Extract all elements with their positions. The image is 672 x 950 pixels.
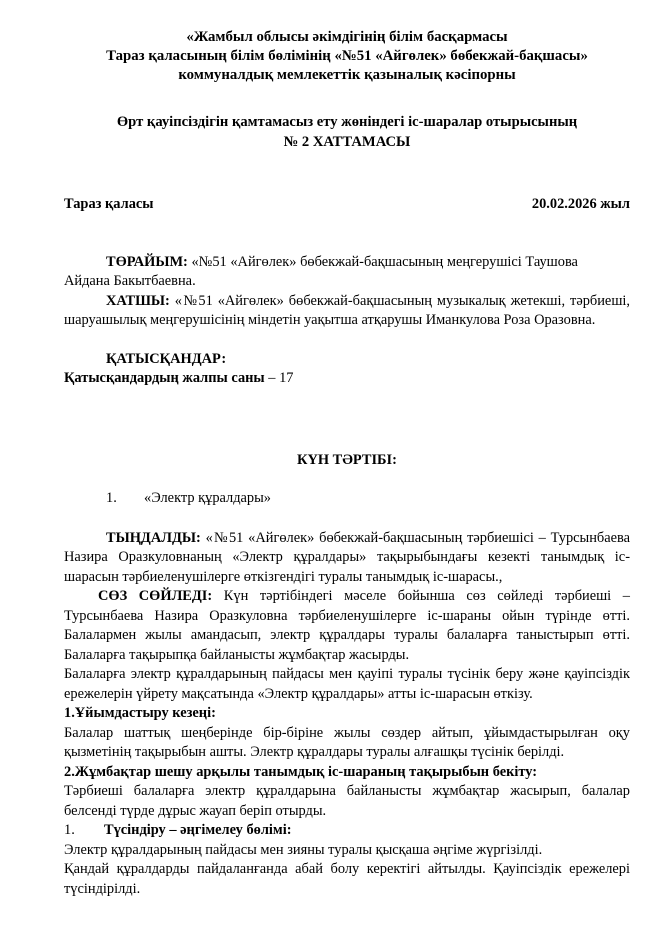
section-3-title: Түсіндіру – әңгімелеу бөлімі: [104,822,292,838]
participants-count: – 17 [264,370,294,386]
listened-section [64,529,630,588]
chair-label: ТӨРАЙЫМ: [106,253,188,270]
agenda-item [64,489,630,509]
participants-count-label: Қатысқандардың жалпы саны [64,370,265,386]
document-page [64,28,630,899]
section-2-text: Тәрбиеші балаларға электр құралдарына байланысты жұмбақтар жасырып, балалар белсенді түрде дұрыс жауап беріп отырды. [64,783,630,819]
section-3-text-1: Электр құралдарының пайдасы мен зияны туралы қысқаша әңгіме жүргізілді. [64,841,543,858]
title-line-2: № 2 ХАТТАМАСЫ [283,134,411,150]
chair-text-cont: Айдана Бакытбаевна. [64,273,196,289]
city-date-row [64,195,630,215]
chair-section [64,253,630,292]
listened-label: ТЫҢДАЛДЫ: [106,529,201,546]
section-1-text: Балалар шаттық шеңберінде бір-біріне жылы сөздер айтып, ұйымдастырылған оқу қызметінің тақырыбын ашты. Электр құралдары туралы алғашқы түсінік берілді. [64,724,630,760]
date: 20.02.2026 жыл [531,196,630,212]
spoke-label: СӨЗ СӨЙЛЕДІ: [98,588,213,604]
participants-label: ҚАТЫСҚАНДАР: [106,350,227,367]
title-line-1: Өрт қауіпсіздігін қамтамасыз ету жөніндегі іс-шаралар отырысының [116,114,578,130]
section-3 [64,821,630,899]
org-line-1: «Жамбыл облысы әкімдігінің білім басқармасы [186,29,508,45]
spoke-section [64,587,630,704]
participants-section [64,350,630,389]
agenda-item-text: «Электр құралдары» [144,490,271,506]
org-line-2: Тараз қаласының білім бөлімінің «№51 «Айгөлек» бөбекжай-бақшасы» [106,48,588,64]
chair-text: «№51 «Айгөлек» бөбекжай-бақшасының меңгерушісі Таушова [187,253,578,270]
secretary-section [64,292,630,331]
section-2 [64,763,630,822]
section-3-text-2: Қандай құралдарды пайдаланғанда абай болу керектігі айтылды. Қауіпсіздік ережелері түсіндірілді. [64,861,630,897]
section-2-title: 2.Жұмбақтар шешу арқылы танымдық іс-шараның тақырыбын бекіту: [64,763,538,780]
secretary-label: ХАТШЫ: [106,292,170,309]
spoke-text-2: Балаларға электр құралдарының пайдасы мен қауіпі туралы түсінік беру және қауіпсіздік ережелерін үйрету мақсатында «Электр құралдары» атты іс-шарасын өткізу. [64,666,630,702]
organization-header [64,28,630,85]
document-title [64,112,630,152]
section-3-number: 1. [64,822,75,838]
spoke-text: Күн тәртібіндегі мәселе бойынша сөз сөйледі тәрбиеші – Турсынбаева Назира Оразкуловна тәрбиеленушілерге іс-шараны ойын түрінде өтті. Балалармен жылы амандасып, электр құралдары туралы балаларға таныстырып өтті. Балаларға тақырыпқа байланысты жұмбақтар жасырды. [64,588,630,663]
listened-text: «№51 «Айгөлек» бөбекжай-бақшасының тәрбиешісі – Турсынбаева Назира Оразкуловнаның «Электр құралдары» тақырыбындағы кезекті танымдық іс-шарасын тәрбиеленушілерге өткізгендігі туралы танымдық іс-шарасы., [64,529,630,585]
agenda-item-number: 1. [106,490,117,506]
section-1 [64,704,630,763]
city: Тараз қаласы [64,196,154,212]
secretary-text: «№51 «Айгөлек» бөбекжай-бақшасының музыкалық жетекші, тәрбиеші, шаруашылық меңгерушісінің міндетін уақытша атқарушы Иманкулова Роза Оразовна. [64,292,630,328]
agenda-title: КҮН ТӘРТІБІ: [297,451,397,468]
section-1-title: 1.Ұйымдастыру кезеңі: [64,705,216,721]
org-line-3: коммуналдық мемлекеттік қазыналық кәсіпорны [178,67,516,83]
